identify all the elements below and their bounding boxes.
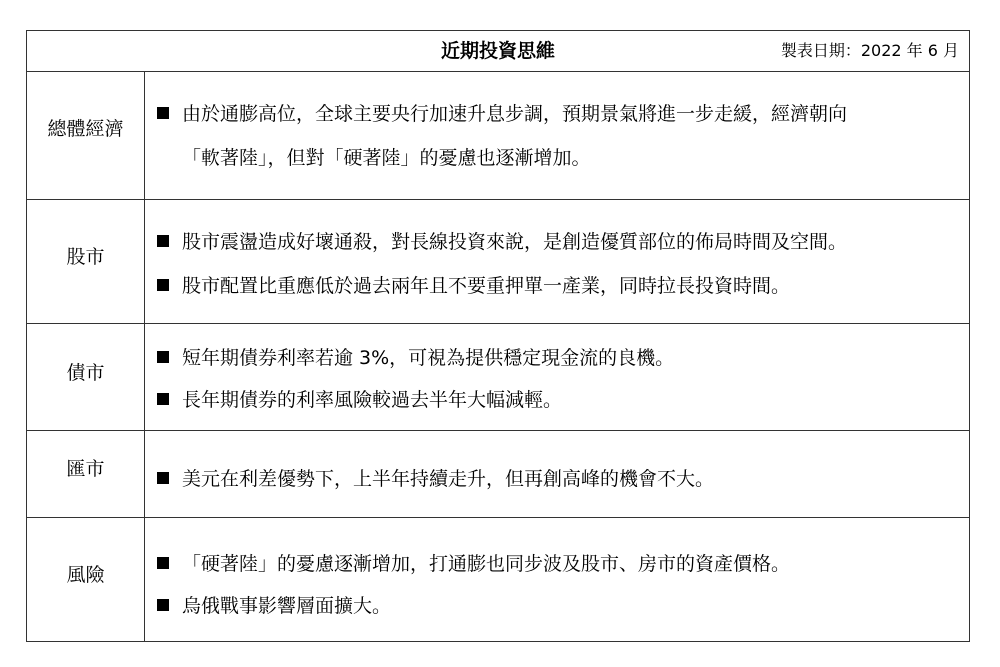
bullet-item <box>157 220 965 264</box>
bullet-item <box>157 92 965 136</box>
bullet-item <box>157 542 965 586</box>
row-content <box>145 518 969 641</box>
bullet-text: 股市震盪造成好壞通殺，對長線投資來說，是創造優質部位的佈局時間及空間。 <box>182 231 848 253</box>
bullet-square-icon <box>157 351 169 363</box>
row-label <box>27 72 145 199</box>
bullet-square-icon <box>157 557 169 569</box>
table-header-row <box>27 31 969 72</box>
table-row-macro <box>27 72 969 200</box>
table-row-risk <box>27 518 969 641</box>
table-row-fx <box>27 431 969 518</box>
row-label-text: 股市 <box>66 246 105 268</box>
row-label <box>27 324 145 430</box>
bullet-square-icon <box>157 235 169 247</box>
bullet-text: 由於通膨高位，全球主要央行加速升息步調，預期景氣將進一步走緩，經濟朝向 <box>182 103 848 125</box>
row-content <box>145 200 969 323</box>
bullet-item <box>157 378 965 422</box>
bullet-text: 烏俄戰事影響層面擴大。 <box>182 595 392 617</box>
bullet-item <box>157 336 965 380</box>
row-label-text: 匯市 <box>66 458 105 480</box>
row-content <box>145 72 969 199</box>
table-title: 近期投資思維 <box>440 40 555 62</box>
table-row-stocks <box>27 200 969 324</box>
bullet-item <box>157 584 965 628</box>
bullet-item <box>157 264 965 308</box>
bullet-square-icon <box>157 472 169 484</box>
investment-outlook-table <box>26 30 970 642</box>
bullet-square-icon <box>157 279 169 291</box>
bullet-square-icon <box>157 107 169 119</box>
row-label <box>27 431 145 517</box>
bullet-square-icon <box>157 393 169 405</box>
bullet-text: 長年期債券的利率風險較過去半年大幅減輕。 <box>182 389 563 411</box>
row-content <box>145 431 969 517</box>
row-label <box>27 200 145 323</box>
row-label-text: 總體經濟 <box>47 118 124 140</box>
table-date: 製表日期：2022 年 6 月 <box>780 41 959 60</box>
bullet-text: 「硬著陸」的憂慮逐漸增加，打通膨也同步波及股市、房市的資產價格。 <box>182 553 791 575</box>
row-label-text: 債市 <box>66 362 105 384</box>
bullet-square-icon <box>157 599 169 611</box>
row-content <box>145 324 969 430</box>
bullet-text: 股市配置比重應低於過去兩年且不要重押單一產業，同時拉長投資時間。 <box>182 275 791 297</box>
bullet-item <box>157 457 965 501</box>
table-row-bonds <box>27 324 969 431</box>
bullet-text-continuation: 「軟著陸」，但對「硬著陸」的憂慮也逐漸增加。 <box>182 147 591 169</box>
row-label-text: 風險 <box>66 564 105 586</box>
row-label <box>27 518 145 641</box>
bullet-text: 美元在利差優勢下，上半年持續走升，但再創高峰的機會不大。 <box>182 468 715 490</box>
bullet-text: 短年期債券利率若逾 3%，可視為提供穩定現金流的良機。 <box>182 347 675 369</box>
